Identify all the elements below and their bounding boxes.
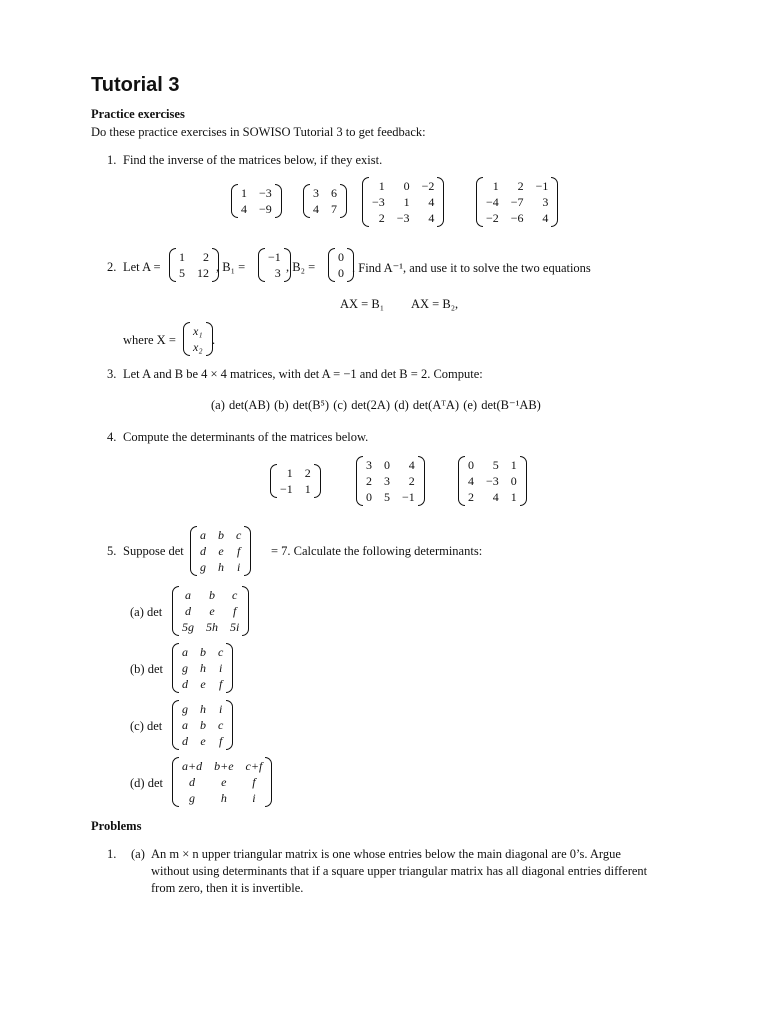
- matrix-entries: [265, 248, 284, 282]
- left-paren: [172, 700, 179, 750]
- matrix-entry: −2: [421, 179, 435, 193]
- left-paren: [172, 643, 179, 693]
- practice-heading: Practice exercises: [91, 107, 185, 121]
- q2-equation-2: AX = B₂,: [411, 297, 459, 311]
- q2-number: 2.: [107, 260, 117, 274]
- q4-matrix-1: [270, 464, 321, 498]
- matrix-entries: [483, 177, 551, 227]
- page-title: Tutorial 3: [91, 74, 180, 96]
- q1-matrix-2: [303, 184, 347, 218]
- matrix-entry: −9: [259, 202, 272, 216]
- matrix-entry: 2: [366, 474, 372, 488]
- matrix-entry: 0: [338, 266, 344, 280]
- left-paren: [328, 248, 335, 282]
- left-paren: [458, 456, 465, 506]
- q2-b1-label: , B₁ =: [216, 260, 246, 274]
- q3-parts: (a) det(AB) (b) det(B⁵) (c) det(2A) (d) det(AᵀA) (e) det(B⁻¹AB): [211, 398, 541, 412]
- matrix-entry: f: [236, 544, 241, 558]
- q5c-matrix: [172, 700, 233, 750]
- q4-matrix-2: [356, 456, 425, 506]
- matrix-entry: −6: [510, 211, 524, 225]
- matrix-entry: 3: [274, 266, 281, 280]
- problem-1-number: 1.: [107, 847, 117, 861]
- matrix-entry: b: [200, 718, 206, 732]
- matrix-entry: −7: [510, 195, 524, 209]
- matrix-entry: 1: [179, 250, 185, 264]
- matrix-entry: 4: [542, 211, 549, 225]
- matrix-entry: c: [218, 718, 224, 732]
- matrix-entry: 3: [366, 458, 372, 472]
- right-paren: [275, 184, 282, 218]
- right-paren: [520, 456, 527, 506]
- matrix-entries: [197, 526, 244, 576]
- matrix-entry: 1: [241, 186, 247, 200]
- matrix-entries: [179, 643, 226, 693]
- q2-matrix-b2: [328, 248, 354, 282]
- q2-vector-x: [183, 322, 216, 356]
- matrix-entry: −3: [259, 186, 272, 200]
- matrix-entry: a: [185, 588, 191, 602]
- matrix-entry: f: [252, 775, 256, 789]
- matrix-entry: 4: [428, 195, 435, 209]
- matrix-entry: −1: [280, 482, 293, 496]
- matrix-entry: h: [218, 560, 224, 574]
- q5-after-text: = 7. Calculate the following determinants:: [271, 544, 483, 558]
- right-paren: [340, 184, 347, 218]
- q1-matrix-3: [362, 177, 444, 227]
- matrix-entry: a: [200, 528, 206, 542]
- q4-number: 4.: [107, 430, 117, 444]
- q2-matrix-a: [169, 248, 219, 282]
- matrix-entry: −3: [486, 474, 499, 488]
- matrix-entry: 12: [197, 266, 209, 280]
- left-paren: [356, 456, 363, 506]
- matrix-entry: 0: [468, 458, 474, 472]
- matrix-entries: [363, 456, 418, 506]
- matrix-entry: 0: [366, 490, 372, 504]
- q1-text: Find the inverse of the matrices below, if they exist.: [123, 153, 383, 167]
- matrix-entry: 4: [468, 474, 474, 488]
- matrix-entry: −2: [486, 211, 499, 225]
- matrix-entry: 2: [517, 179, 524, 193]
- matrix-entry: 1: [304, 482, 311, 496]
- problem-1a-label: (a): [131, 847, 145, 861]
- q5a-matrix: [172, 586, 249, 636]
- matrix-entry: 0: [338, 250, 344, 264]
- matrix-entry: f: [233, 604, 237, 618]
- matrix-entry: a+d: [182, 759, 203, 773]
- matrix-entry: −1: [535, 179, 549, 193]
- matrix-entry: b: [218, 528, 224, 542]
- matrix-entry: b+e: [214, 759, 234, 773]
- matrix-entry: 2: [304, 466, 311, 480]
- problem-1a-line-3: from zero, then it is invertible.: [151, 881, 304, 895]
- matrix-entry: 2: [408, 474, 415, 488]
- right-paren: [418, 456, 425, 506]
- q3-number: 3.: [107, 367, 117, 381]
- matrix-entry: g: [182, 661, 188, 675]
- left-paren: [172, 586, 179, 636]
- matrix-entries: [369, 177, 437, 227]
- matrix-entry: 0: [403, 179, 410, 193]
- q5d-matrix: [172, 757, 272, 807]
- matrix-entry: d: [182, 677, 188, 691]
- matrix-entry: 4: [492, 490, 499, 504]
- matrix-entry: h: [220, 791, 227, 805]
- matrix-entries: [465, 456, 520, 506]
- matrix-entry: e: [200, 734, 206, 748]
- matrix-entry: 4: [313, 202, 319, 216]
- matrix-entry: 7: [331, 202, 337, 216]
- q2-equation-1: AX = B₁: [340, 297, 385, 311]
- matrix-entry: 3: [384, 474, 390, 488]
- q1-number: 1.: [107, 153, 117, 167]
- matrix-entry: x₂: [193, 340, 203, 354]
- left-paren: [231, 184, 238, 218]
- matrix-entry: 1: [510, 458, 517, 472]
- left-paren: [270, 464, 277, 498]
- matrix-entries: [190, 322, 206, 356]
- practice-intro: Do these practice exercises in SOWISO Tutorial 3 to get feedback:: [91, 125, 426, 139]
- matrix-entries: [176, 248, 212, 282]
- matrix-entries: [335, 248, 347, 282]
- matrix-entry: 5: [179, 266, 185, 280]
- q2-find-text: . Find A⁻¹, and use it to solve the two equations: [352, 261, 591, 275]
- matrix-entry: 1: [286, 466, 293, 480]
- q4-matrix-3: [458, 456, 527, 506]
- matrix-entry: f: [218, 677, 223, 691]
- matrix-entry: 1: [510, 490, 517, 504]
- problem-1a-line-2: without using determinants that if a square upper triangular matrix has all diagonal entries different: [151, 864, 648, 878]
- matrix-entry: g: [182, 702, 188, 716]
- matrix-entries: [310, 184, 340, 218]
- matrix-entry: e: [221, 775, 227, 789]
- matrix-entry: 1: [403, 195, 410, 209]
- matrix-entry: a: [182, 718, 188, 732]
- q1-matrix-4: [476, 177, 558, 227]
- right-paren: [551, 177, 558, 227]
- matrix-entry: −4: [486, 195, 499, 209]
- matrix-entries: [277, 464, 314, 498]
- matrix-entry: b: [200, 645, 206, 659]
- q5b-matrix: [172, 643, 233, 693]
- left-paren: [362, 177, 369, 227]
- matrix-entry: 6: [331, 186, 337, 200]
- problem-1a-line-1: An m × n upper triangular matrix is one whose entries below the main diagonal are 0’s. Argue: [151, 847, 621, 861]
- matrix-entry: x₁: [193, 324, 203, 338]
- q5-suppose: Suppose det: [123, 544, 184, 558]
- left-paren: [190, 526, 197, 576]
- matrix-entry: e: [218, 544, 224, 558]
- matrix-entry: d: [200, 544, 206, 558]
- matrix-entry: 5: [492, 458, 499, 472]
- left-paren: [476, 177, 483, 227]
- left-paren: [303, 184, 310, 218]
- matrix-entry: c: [232, 588, 238, 602]
- matrix-entries: [179, 757, 265, 807]
- matrix-entries: [238, 184, 275, 218]
- matrix-entries: [179, 700, 226, 750]
- matrix-entry: 5g: [182, 620, 194, 634]
- matrix-entry: d: [182, 734, 188, 748]
- matrix-entry: 1: [492, 179, 499, 193]
- q2-where: where X =: [123, 333, 176, 347]
- q1-matrix-1: [231, 184, 282, 218]
- q5d-label: (d) det: [130, 776, 163, 790]
- matrix-entry: d: [189, 775, 196, 789]
- right-paren: [226, 700, 233, 750]
- q2-period: .: [212, 333, 216, 347]
- q5a-label: (a) det: [130, 605, 163, 619]
- left-paren: [258, 248, 265, 282]
- q4-text: Compute the determinants of the matrices below.: [123, 430, 369, 444]
- matrix-entry: h: [200, 702, 206, 716]
- matrix-entry: d: [185, 604, 191, 618]
- matrix-entry: 5: [384, 490, 390, 504]
- matrix-entry: b: [209, 588, 215, 602]
- matrix-entry: −3: [396, 211, 410, 225]
- matrix-entry: i: [218, 702, 223, 716]
- q3-text: Let A and B be 4 × 4 matrices, with det A = −1 and det B = 2. Compute:: [123, 367, 483, 381]
- q5-matrix-m: [190, 526, 251, 576]
- q5c-label: (c) det: [130, 719, 163, 733]
- matrix-entry: g: [189, 791, 196, 805]
- q5-number: 5.: [107, 544, 117, 558]
- right-paren: [265, 757, 272, 807]
- matrix-entry: h: [200, 661, 206, 675]
- matrix-entry: i: [236, 560, 241, 574]
- matrix-entry: 4: [408, 458, 415, 472]
- matrix-entry: g: [200, 560, 206, 574]
- q2-b2-label: , B₂ =: [286, 260, 316, 274]
- matrix-entry: i: [218, 661, 223, 675]
- matrix-entry: c: [236, 528, 242, 542]
- matrix-entry: 2: [378, 211, 385, 225]
- right-paren: [437, 177, 444, 227]
- matrix-entry: e: [209, 604, 215, 618]
- right-paren: [226, 643, 233, 693]
- matrix-entry: 5h: [206, 620, 218, 634]
- matrix-entry: 3: [313, 186, 319, 200]
- matrix-entry: 0: [510, 474, 517, 488]
- matrix-entry: 2: [203, 250, 209, 264]
- matrix-entry: 0: [384, 458, 390, 472]
- q2-let-a: Let A =: [123, 260, 161, 274]
- matrix-entry: 3: [542, 195, 549, 209]
- matrix-entry: 1: [378, 179, 385, 193]
- matrix-entry: 4: [241, 202, 247, 216]
- matrix-entry: −1: [402, 490, 415, 504]
- left-paren: [169, 248, 176, 282]
- left-paren: [172, 757, 179, 807]
- matrix-entry: c+f: [245, 759, 263, 773]
- matrix-entry: i: [252, 791, 256, 805]
- matrix-entry: 2: [468, 490, 474, 504]
- matrix-entry: e: [200, 677, 206, 691]
- matrix-entry: −3: [372, 195, 385, 209]
- matrix-entry: −1: [268, 250, 281, 264]
- matrix-entries: [179, 586, 242, 636]
- matrix-entry: a: [182, 645, 188, 659]
- right-paren: [242, 586, 249, 636]
- matrix-entry: 4: [428, 211, 435, 225]
- matrix-entry: f: [218, 734, 223, 748]
- problems-heading: Problems: [91, 819, 142, 833]
- matrix-entry: c: [218, 645, 224, 659]
- right-paren: [244, 526, 251, 576]
- left-paren: [183, 322, 190, 356]
- q5b-label: (b) det: [130, 662, 163, 676]
- right-paren: [314, 464, 321, 498]
- matrix-entry: 5i: [230, 620, 240, 634]
